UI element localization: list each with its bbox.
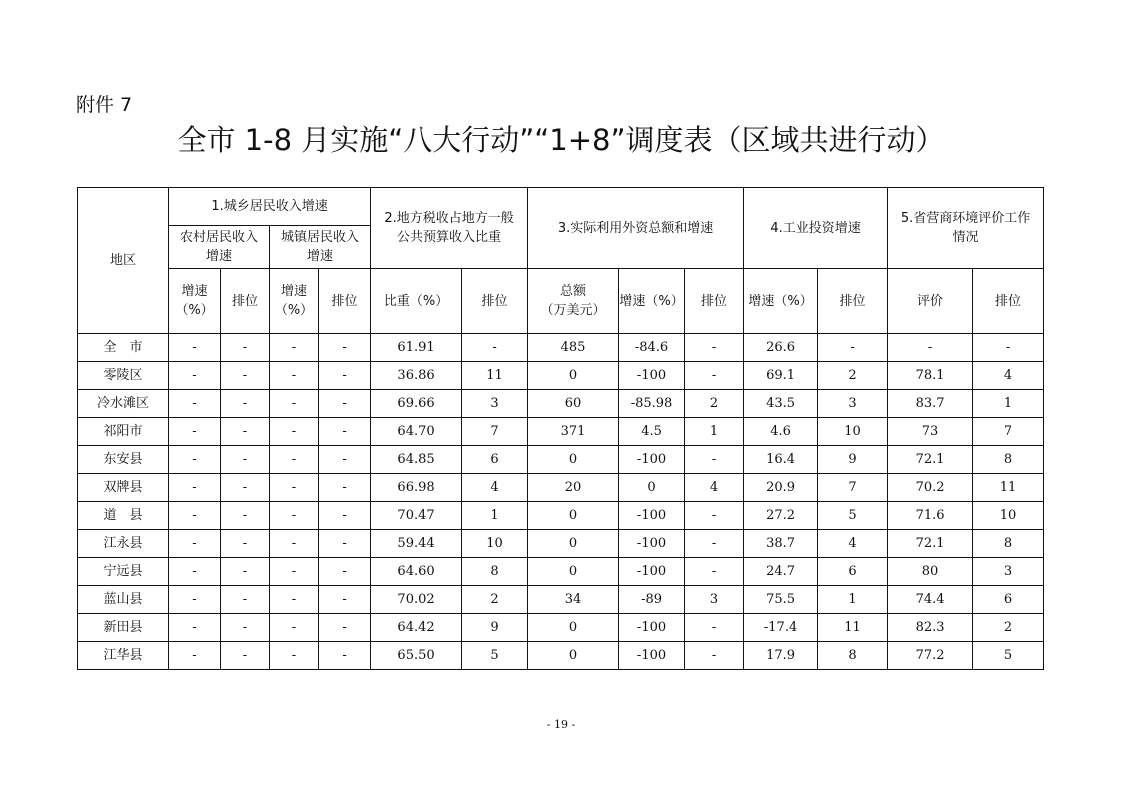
- table-row: [78, 334, 1044, 362]
- region-header: 地区: [78, 188, 169, 334]
- table-row: [78, 474, 1044, 502]
- tax-ratio-cell: 70.47: [371, 502, 462, 530]
- tax-rank-cell: 9: [462, 614, 528, 642]
- industrial-rank-cell: 7: [818, 474, 888, 502]
- urban-growth-cell: -: [270, 390, 319, 418]
- evaluation-rank-cell: 1: [973, 390, 1044, 418]
- fdi-rank-cell: -: [685, 530, 744, 558]
- industrial-rank-cell: 1: [818, 586, 888, 614]
- rural-growth-line1: 增速: [181, 284, 208, 299]
- urban-growth-cell: -: [270, 362, 319, 390]
- industrial-rank-cell: 11: [818, 614, 888, 642]
- rural-income-header-line1: 农村居民收入: [179, 230, 258, 245]
- region-cell: 全 市: [78, 334, 169, 362]
- fdi-growth-cell: -100: [619, 642, 685, 670]
- urban-rank-cell: -: [319, 614, 371, 642]
- dispatch-table: [77, 187, 1044, 670]
- tax-ratio-cell: 69.66: [371, 390, 462, 418]
- rural-income-header: [169, 226, 270, 269]
- fdi-total-cell: 0: [528, 530, 619, 558]
- rural-growth-cell: -: [169, 334, 221, 362]
- fdi-growth-header: 增速（%）: [619, 269, 685, 334]
- evaluation-rank-cell: 3: [973, 558, 1044, 586]
- evaluation-rank-header: 排位: [973, 269, 1044, 334]
- table-body: [78, 334, 1044, 670]
- urban-growth-cell: -: [270, 530, 319, 558]
- rural-rank-cell: -: [221, 586, 270, 614]
- urban-rank-cell: -: [319, 362, 371, 390]
- urban-growth-cell: -: [270, 334, 319, 362]
- urban-rank-cell: -: [319, 474, 371, 502]
- industrial-growth-cell: 26.6: [744, 334, 818, 362]
- urban-growth-cell: -: [270, 446, 319, 474]
- evaluation-cell: 71.6: [888, 502, 973, 530]
- rural-rank-cell: -: [221, 474, 270, 502]
- income-growth-header: 1.城乡居民收入增速: [169, 188, 371, 226]
- tax-ratio-cell: 64.42: [371, 614, 462, 642]
- fdi-growth-cell: -100: [619, 502, 685, 530]
- fdi-rank-cell: 2: [685, 390, 744, 418]
- urban-rank-cell: -: [319, 558, 371, 586]
- urban-growth-header: [270, 269, 319, 334]
- industrial-growth-cell: 43.5: [744, 390, 818, 418]
- evaluation-rank-cell: -: [973, 334, 1044, 362]
- urban-rank-cell: -: [319, 418, 371, 446]
- tax-ratio-cell: 64.85: [371, 446, 462, 474]
- foreign-investment-header: 3.实际利用外资总额和增速: [528, 188, 744, 269]
- region-cell: 零陵区: [78, 362, 169, 390]
- industrial-growth-header: 增速（%）: [744, 269, 818, 334]
- industrial-rank-cell: 2: [818, 362, 888, 390]
- rural-rank-cell: -: [221, 642, 270, 670]
- urban-growth-cell: -: [270, 502, 319, 530]
- fdi-total-cell: 60: [528, 390, 619, 418]
- evaluation-cell: 78.1: [888, 362, 973, 390]
- evaluation-header: 评价: [888, 269, 973, 334]
- fdi-rank-cell: -: [685, 446, 744, 474]
- urban-rank-cell: -: [319, 530, 371, 558]
- industrial-growth-cell: 38.7: [744, 530, 818, 558]
- industrial-investment-header: 4.工业投资增速: [744, 188, 888, 269]
- fdi-rank-cell: -: [685, 502, 744, 530]
- table-row: [78, 586, 1044, 614]
- tax-rank-cell: 5: [462, 642, 528, 670]
- fdi-growth-cell: -100: [619, 362, 685, 390]
- urban-growth-cell: -: [270, 418, 319, 446]
- tax-ratio-cell: 59.44: [371, 530, 462, 558]
- region-cell: 宁远县: [78, 558, 169, 586]
- tax-ratio-header-line1: 2.地方税收占地方一般: [384, 211, 514, 226]
- industrial-growth-cell: 16.4: [744, 446, 818, 474]
- evaluation-cell: 70.2: [888, 474, 973, 502]
- urban-growth-cell: -: [270, 558, 319, 586]
- fdi-total-header: [528, 269, 619, 334]
- rural-growth-cell: -: [169, 446, 221, 474]
- fdi-total-cell: 0: [528, 558, 619, 586]
- rural-rank-cell: -: [221, 362, 270, 390]
- urban-income-header: [270, 226, 371, 269]
- fdi-growth-cell: -100: [619, 530, 685, 558]
- fdi-total-cell: 0: [528, 502, 619, 530]
- tax-ratio-pct-header: 比重（%）: [371, 269, 462, 334]
- tax-ratio-cell: 64.60: [371, 558, 462, 586]
- table-row: [78, 418, 1044, 446]
- evaluation-rank-cell: 5: [973, 642, 1044, 670]
- rural-rank-cell: -: [221, 502, 270, 530]
- industrial-growth-cell: 24.7: [744, 558, 818, 586]
- tax-ratio-cell: 36.86: [371, 362, 462, 390]
- tax-rank-cell: 6: [462, 446, 528, 474]
- fdi-total-cell: 0: [528, 362, 619, 390]
- evaluation-cell: -: [888, 334, 973, 362]
- industrial-growth-cell: 69.1: [744, 362, 818, 390]
- table-row: [78, 362, 1044, 390]
- table-row: [78, 502, 1044, 530]
- rural-rank-cell: -: [221, 334, 270, 362]
- tax-rank-cell: 4: [462, 474, 528, 502]
- evaluation-cell: 72.1: [888, 446, 973, 474]
- rural-growth-cell: -: [169, 418, 221, 446]
- urban-rank-cell: -: [319, 642, 371, 670]
- urban-rank-cell: -: [319, 390, 371, 418]
- fdi-growth-cell: 0: [619, 474, 685, 502]
- tax-rank-header: 排位: [462, 269, 528, 334]
- urban-rank-cell: -: [319, 334, 371, 362]
- tax-ratio-header-line2: 公共预算收入比重: [397, 230, 502, 245]
- tax-ratio-cell: 65.50: [371, 642, 462, 670]
- region-cell: 双牌县: [78, 474, 169, 502]
- evaluation-rank-cell: 6: [973, 586, 1044, 614]
- industrial-rank-header: 排位: [818, 269, 888, 334]
- table-row: [78, 614, 1044, 642]
- fdi-growth-cell: 4.5: [619, 418, 685, 446]
- fdi-rank-cell: -: [685, 558, 744, 586]
- rural-growth-cell: -: [169, 362, 221, 390]
- rural-growth-cell: -: [169, 474, 221, 502]
- tax-rank-cell: 2: [462, 586, 528, 614]
- tax-ratio-cell: 66.98: [371, 474, 462, 502]
- evaluation-cell: 74.4: [888, 586, 973, 614]
- evaluation-rank-cell: 8: [973, 446, 1044, 474]
- industrial-rank-cell: 6: [818, 558, 888, 586]
- rural-income-header-line2: 增速: [205, 249, 232, 264]
- urban-growth-cell: -: [270, 586, 319, 614]
- table-row: [78, 390, 1044, 418]
- industrial-rank-cell: 10: [818, 418, 888, 446]
- industrial-rank-cell: 8: [818, 642, 888, 670]
- fdi-growth-cell: -100: [619, 614, 685, 642]
- business-environment-header-line2: 情况: [952, 230, 979, 245]
- industrial-rank-cell: -: [818, 334, 888, 362]
- evaluation-rank-cell: 8: [973, 530, 1044, 558]
- rural-rank-cell: -: [221, 418, 270, 446]
- table-row: [78, 642, 1044, 670]
- industrial-growth-cell: 20.9: [744, 474, 818, 502]
- fdi-total-cell: 485: [528, 334, 619, 362]
- tax-ratio-cell: 70.02: [371, 586, 462, 614]
- urban-rank-cell: -: [319, 446, 371, 474]
- fdi-rank-cell: 3: [685, 586, 744, 614]
- fdi-growth-cell: -89: [619, 586, 685, 614]
- urban-income-header-line2: 增速: [307, 249, 334, 264]
- rural-growth-cell: -: [169, 530, 221, 558]
- rural-rank-cell: -: [221, 530, 270, 558]
- tax-rank-cell: 10: [462, 530, 528, 558]
- tax-rank-cell: 7: [462, 418, 528, 446]
- urban-rank-cell: -: [319, 586, 371, 614]
- fdi-growth-cell: -100: [619, 558, 685, 586]
- fdi-total-cell: 0: [528, 614, 619, 642]
- evaluation-rank-cell: 11: [973, 474, 1044, 502]
- fdi-rank-cell: 1: [685, 418, 744, 446]
- rural-rank-cell: -: [221, 614, 270, 642]
- rural-rank-header: 排位: [221, 269, 270, 334]
- tax-rank-cell: -: [462, 334, 528, 362]
- fdi-total-cell: 0: [528, 446, 619, 474]
- industrial-rank-cell: 4: [818, 530, 888, 558]
- evaluation-cell: 77.2: [888, 642, 973, 670]
- urban-rank-header: 排位: [319, 269, 371, 334]
- industrial-rank-cell: 9: [818, 446, 888, 474]
- urban-growth-cell: -: [270, 642, 319, 670]
- tax-rank-cell: 11: [462, 362, 528, 390]
- evaluation-cell: 73: [888, 418, 973, 446]
- rural-growth-header: [169, 269, 221, 334]
- page-number: - 19 -: [546, 718, 576, 731]
- evaluation-rank-cell: 10: [973, 502, 1044, 530]
- urban-growth-cell: -: [270, 474, 319, 502]
- evaluation-rank-cell: 7: [973, 418, 1044, 446]
- fdi-rank-cell: 4: [685, 474, 744, 502]
- urban-rank-cell: -: [319, 502, 371, 530]
- business-environment-header: [888, 188, 1044, 269]
- urban-growth-line2: （%）: [274, 303, 314, 318]
- business-environment-header-line1: 5.省营商环境评价工作: [900, 211, 1031, 226]
- fdi-total-cell: 20: [528, 474, 619, 502]
- tax-rank-cell: 3: [462, 390, 528, 418]
- evaluation-rank-cell: 4: [973, 362, 1044, 390]
- rural-growth-cell: -: [169, 502, 221, 530]
- evaluation-cell: 72.1: [888, 530, 973, 558]
- rural-rank-cell: -: [221, 390, 270, 418]
- rural-growth-cell: -: [169, 614, 221, 642]
- fdi-total-line1: 总额: [560, 284, 587, 299]
- page-title: 全市 1-8 月实施“八大行动”“1+8”调度表（区域共进行动）: [177, 123, 945, 157]
- rural-growth-cell: -: [169, 390, 221, 418]
- tax-rank-cell: 8: [462, 558, 528, 586]
- fdi-total-line2: （万美元）: [540, 303, 606, 318]
- region-cell: 道 县: [78, 502, 169, 530]
- fdi-total-cell: 371: [528, 418, 619, 446]
- region-cell: 冷水滩区: [78, 390, 169, 418]
- urban-growth-cell: -: [270, 614, 319, 642]
- fdi-total-cell: 34: [528, 586, 619, 614]
- tax-ratio-cell: 64.70: [371, 418, 462, 446]
- table-row: [78, 558, 1044, 586]
- urban-growth-line1: 增速: [280, 284, 307, 299]
- fdi-growth-cell: -84.6: [619, 334, 685, 362]
- region-cell: 江永县: [78, 530, 169, 558]
- industrial-growth-cell: 75.5: [744, 586, 818, 614]
- tax-ratio-header: [371, 188, 528, 269]
- rural-growth-cell: -: [169, 586, 221, 614]
- tax-ratio-cell: 61.91: [371, 334, 462, 362]
- fdi-rank-cell: -: [685, 614, 744, 642]
- fdi-growth-cell: -100: [619, 446, 685, 474]
- rural-rank-cell: -: [221, 446, 270, 474]
- rural-growth-line2: （%）: [175, 303, 214, 318]
- region-cell: 东安县: [78, 446, 169, 474]
- fdi-growth-cell: -85.98: [619, 390, 685, 418]
- rural-growth-cell: -: [169, 642, 221, 670]
- evaluation-cell: 82.3: [888, 614, 973, 642]
- tax-rank-cell: 1: [462, 502, 528, 530]
- table-row: [78, 446, 1044, 474]
- evaluation-rank-cell: 2: [973, 614, 1044, 642]
- fdi-total-cell: 0: [528, 642, 619, 670]
- industrial-growth-cell: 17.9: [744, 642, 818, 670]
- evaluation-cell: 83.7: [888, 390, 973, 418]
- region-cell: 祁阳市: [78, 418, 169, 446]
- fdi-rank-cell: -: [685, 642, 744, 670]
- industrial-rank-cell: 3: [818, 390, 888, 418]
- rural-growth-cell: -: [169, 558, 221, 586]
- fdi-rank-header: 排位: [685, 269, 744, 334]
- industrial-growth-cell: -17.4: [744, 614, 818, 642]
- industrial-rank-cell: 5: [818, 502, 888, 530]
- attachment-label: 附件 7: [76, 94, 133, 116]
- region-cell: 江华县: [78, 642, 169, 670]
- evaluation-cell: 80: [888, 558, 973, 586]
- fdi-rank-cell: -: [685, 334, 744, 362]
- fdi-rank-cell: -: [685, 362, 744, 390]
- urban-income-header-line1: 城镇居民收入: [281, 230, 360, 245]
- table-row: [78, 530, 1044, 558]
- rural-rank-cell: -: [221, 558, 270, 586]
- industrial-growth-cell: 4.6: [744, 418, 818, 446]
- industrial-growth-cell: 27.2: [744, 502, 818, 530]
- region-cell: 蓝山县: [78, 586, 169, 614]
- region-cell: 新田县: [78, 614, 169, 642]
